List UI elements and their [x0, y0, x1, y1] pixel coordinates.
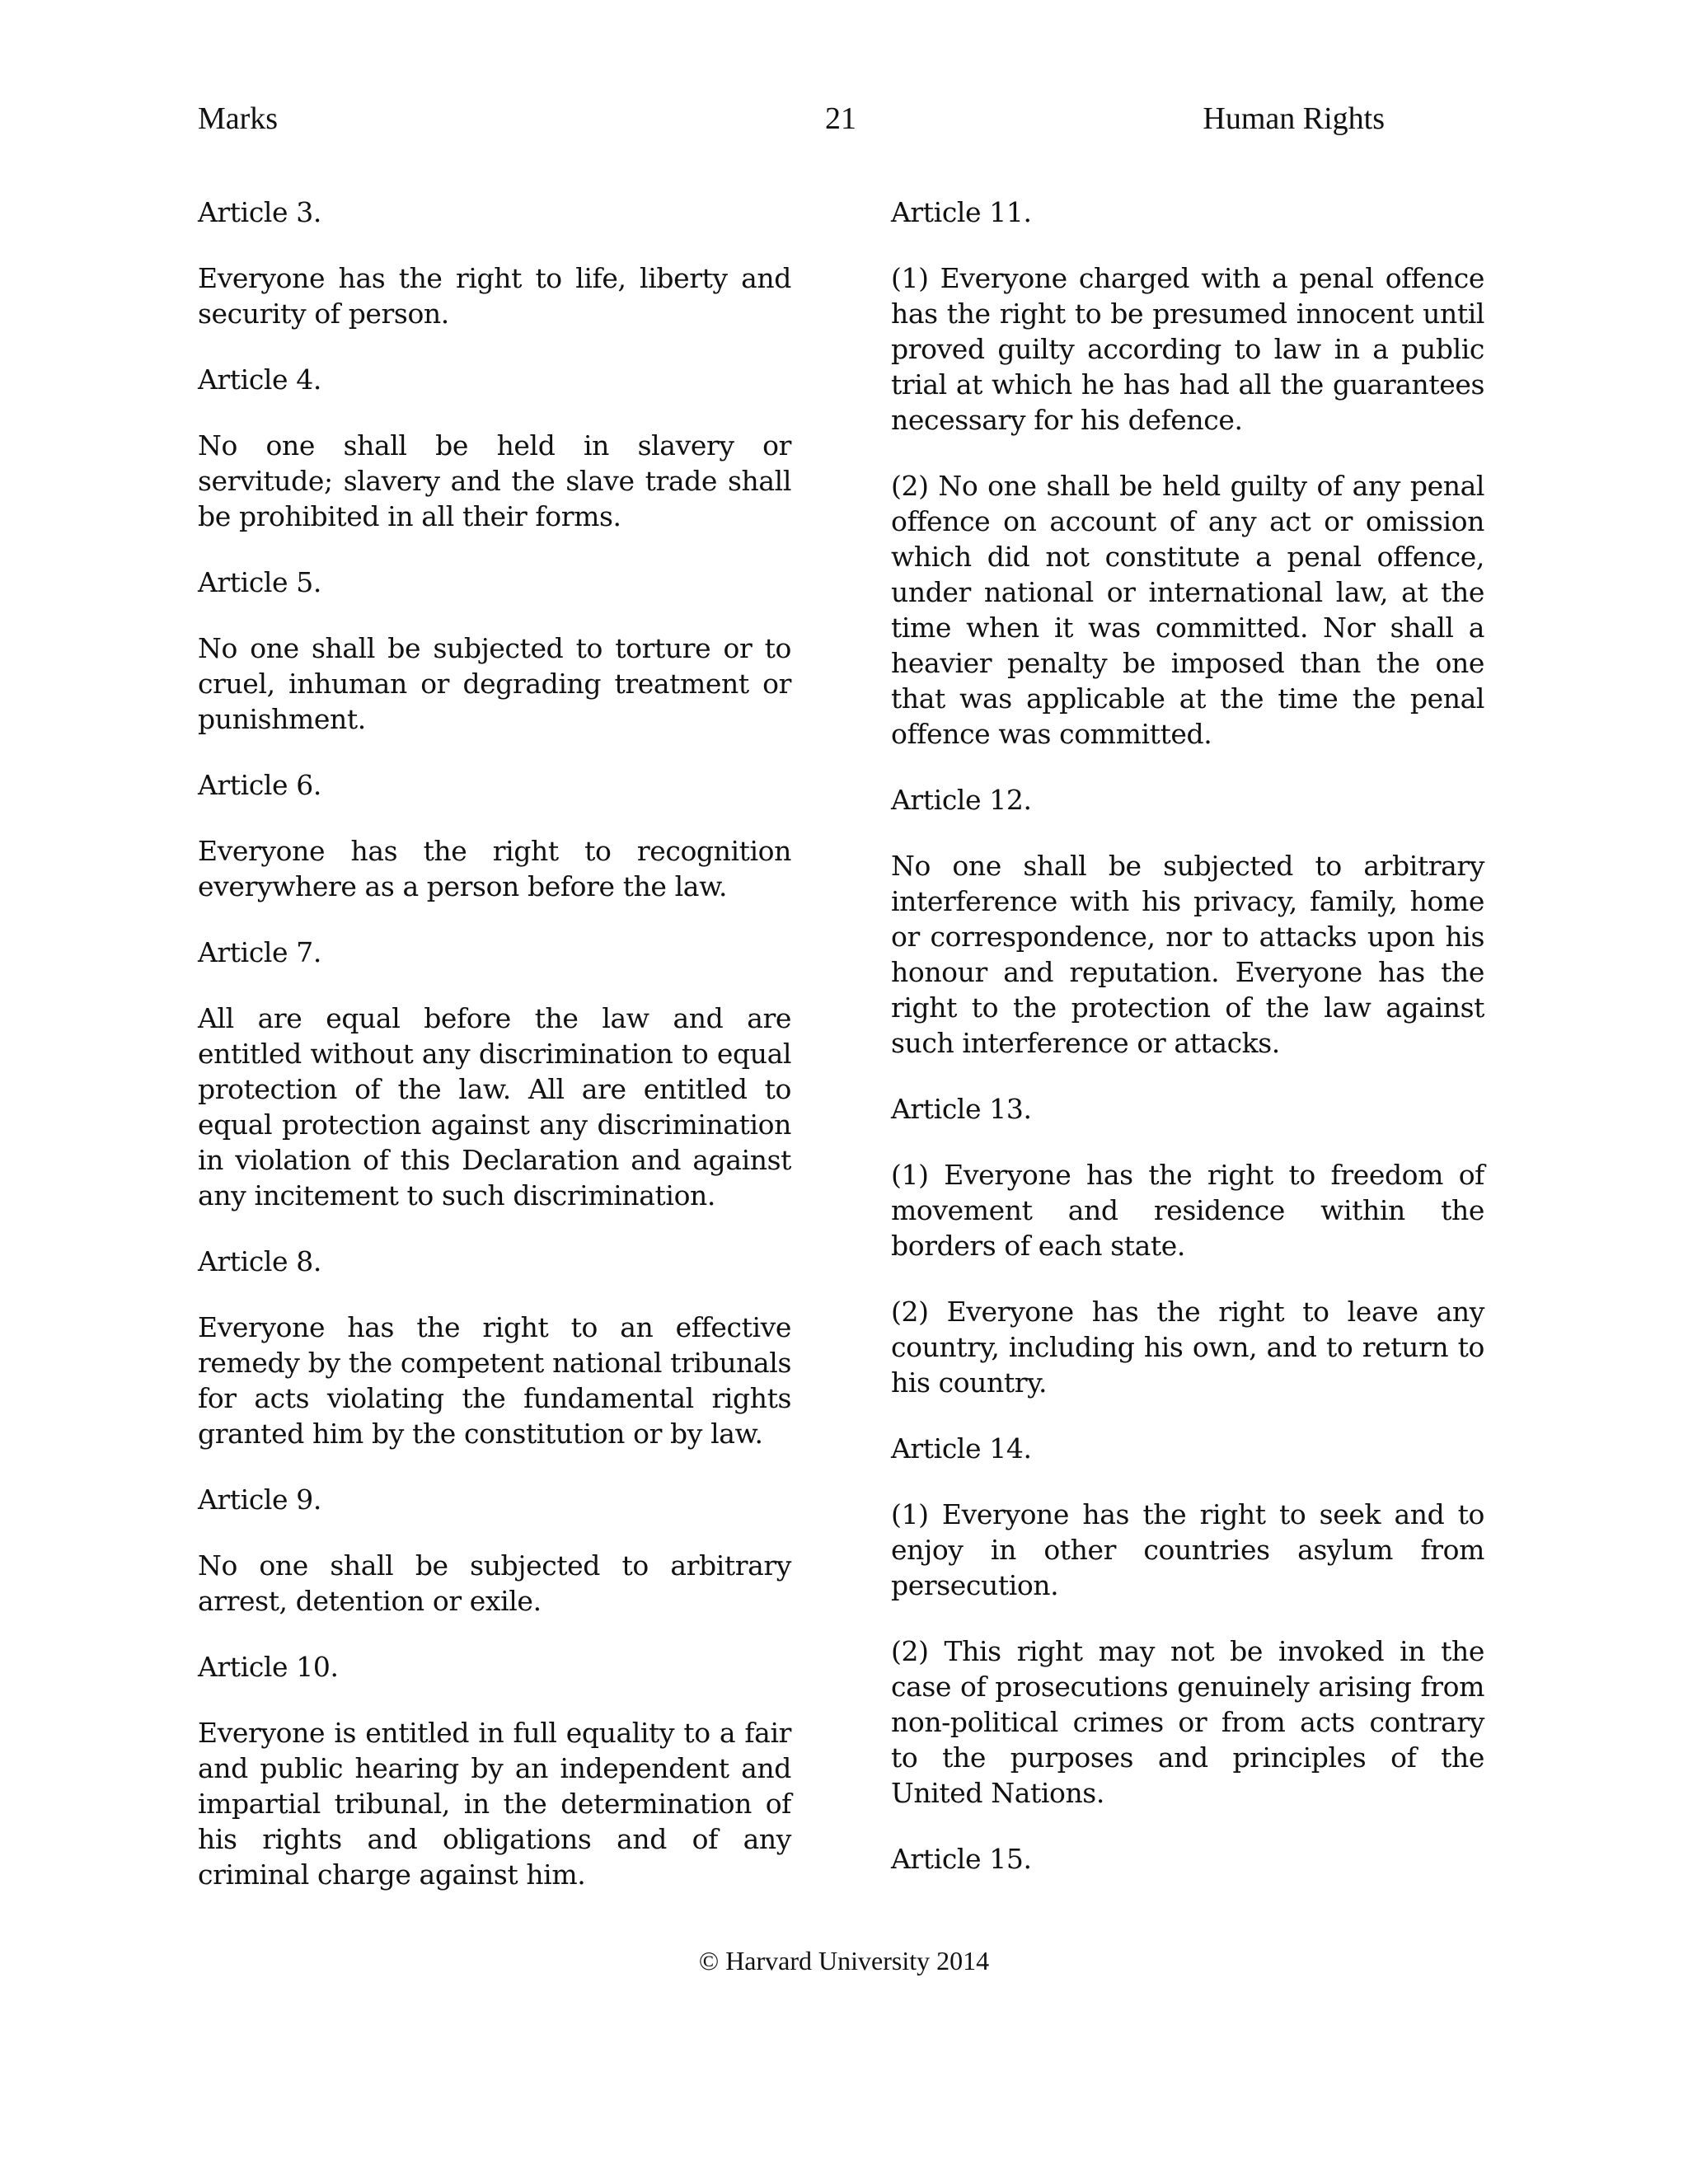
article-text: Everyone is entitled in full equality to a fair and public hearing by an independent and impartial tribunal, in the determination of his rights and obligations and of any criminal charge against him.	[198, 1717, 791, 1891]
article-text: (2) No one shall be held guilty of any penal offence on account of any act or omission which did not constitute a penal offence, under national or international law, at the time when it was committed. Nor shall a heavier penalty be imposed than the one that was applicable at the time the penal offence was committed.	[891, 470, 1484, 750]
article-heading: Article 7.	[198, 936, 321, 968]
page-number: 21	[825, 101, 856, 136]
article-text: No one shall be subjected to arbitrary interference with his privacy, family, home or correspondence, nor to attacks upon his honour and reputation. Everyone has the right to the protection of the law against such interference or attacks.	[891, 850, 1484, 1059]
article-text: All are equal before the law and are entitled without any discrimination to equal protection of the law. All are entitled to equal protection against any discrimination in violation of this Declaration and against any incitement to such discrimination.	[198, 1002, 791, 1212]
article-heading: Article 10.	[198, 1651, 339, 1683]
article-text: (1) Everyone charged with a penal offence has the right to be presumed innocent until proved guilty according to law in a public trial at which he has had all the guarantees necessary for his defence.	[891, 262, 1484, 436]
article-heading: Article 8.	[198, 1245, 321, 1277]
article-text: No one shall be subjected to torture or to cruel, inhuman or degrading treatment or punishment.	[198, 632, 791, 735]
article-text: (2) This right may not be invoked in the case of prosecutions genuinely arising from non-political crimes or from acts contrary to the purposes and principles of the United Nations.	[891, 1635, 1484, 1809]
article-text: (2) Everyone has the right to leave any country, including his own, and to return to his country.	[891, 1296, 1484, 1399]
article-heading: Article 14.	[891, 1432, 1032, 1465]
article-text: No one shall be held in slavery or servitude; slavery and the slave trade shall be prohibited in all their forms.	[198, 429, 791, 532]
copyright-footer: © Harvard University 2014	[698, 1946, 990, 1975]
article-heading: Article 5.	[198, 566, 321, 598]
article-heading: Article 13.	[891, 1093, 1032, 1125]
left-column	[198, 194, 791, 1923]
article-text: Everyone has the right to an effective remedy by the competent national tribunals for acts violating the fundamental rights granted him by the constitution or by law.	[198, 1311, 791, 1450]
article-heading: Article 4.	[198, 363, 321, 396]
right-column	[891, 194, 1484, 1907]
article-text: No one shall be subjected to arbitrary arrest, detention or exile.	[198, 1549, 791, 1617]
article-text: Everyone has the right to life, liberty and security of person.	[198, 262, 791, 330]
running-head-title: Human Rights	[1203, 101, 1385, 136]
article-heading: Article 3.	[198, 196, 321, 228]
article-heading: Article 15.	[891, 1843, 1032, 1875]
article-heading: Article 12.	[891, 784, 1032, 816]
article-heading: Article 6.	[198, 769, 321, 801]
article-heading: Article 9.	[198, 1483, 321, 1516]
running-head-author: Marks	[198, 101, 279, 136]
article-heading: Article 11.	[891, 196, 1032, 228]
article-text: (1) Everyone has the right to freedom of movement and residence within the borders of each state.	[891, 1159, 1484, 1262]
article-text: Everyone has the right to recognition everywhere as a person before the law.	[198, 835, 791, 902]
article-text: (1) Everyone has the right to seek and to enjoy in other countries asylum from persecution.	[891, 1498, 1484, 1601]
